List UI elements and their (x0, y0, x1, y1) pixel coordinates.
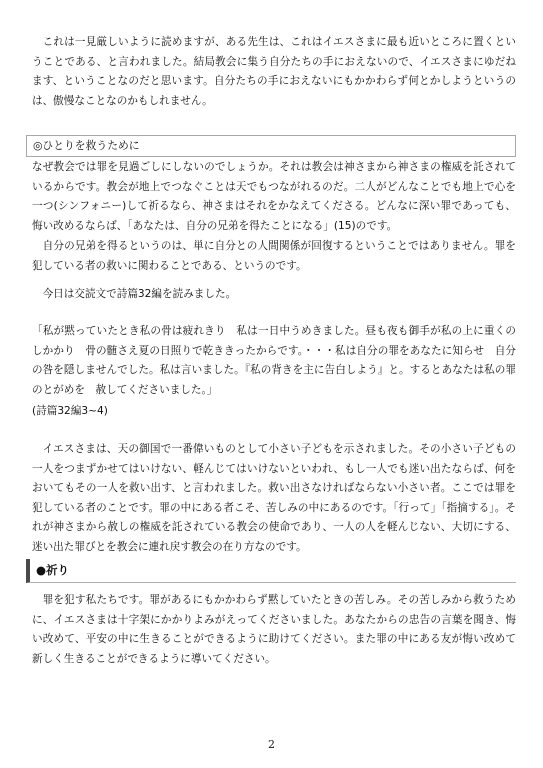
psalm-quote: 「私が黙っていたとき私の骨は疲れきり 私は一日中うめきました。昼も夜も御手が私の上に重くのしかかり 骨の髄さえ夏の日照りで乾ききったからです。・・・私は自分の罪をあなたに知らせ 自分の咎を隠しませんでした。私は言いました。『私の背きを主に告白しよう』と。するとあなたは私の罪のとがめを 赦してくださいました。」 (32, 325, 516, 396)
section-heading-saving-one: ◎ひとりを救うために (26, 135, 516, 157)
paragraph-little-ones: イエスさまは、天の御国で一番偉いものとして小さい子どもを示されました。その小さい子どもの一人をつまずかせてはいけない、軽んじてはいけないといわれ、もし一人でも迷い出たならば、何をおいてもその一人を救い出す、と言われました。救い出さなければならない小さい者。ここでは罪を犯している者のことです。罪の中にある者こそ、苦しみの中にあるのです。「行って」「指摘する」。それが神さまから赦しの権威を託されている教会の使命であり、一人の人を軽んじない、大切にする、迷い出た罪びとを教会に連れ戻す教会の在り方なのです。 (32, 443, 516, 553)
paragraph-gaining-brother: 自分の兄弟を得るというのは、単に自分との人間関係が回復するということではありません。罪を犯している者の救いに関わることである、というのです。 (32, 240, 516, 272)
page-number: 2 (268, 738, 275, 751)
prayer-heading: ●祈り (26, 559, 516, 583)
paragraph-psalm-reading: 今日は交読文で詩篇32編を読みました。 (42, 288, 237, 300)
paragraph-intro: これは一見厳しいように読めますが、ある先生は、これはイエスさまに最も近いところに置くということである、と言われました。結局教会に集う自分たちの手におえないので、イエスさまにゆだねます、ということなのだと思います。自分たちの手におえないにもかかわらず何とかしようというのは、傲慢なことなのかもしれません。 (32, 36, 516, 107)
paragraph-church-authority: なぜ教会では罪を見過ごしにしないのでしょうか。それは教会は神さまから神さまの権威を託されているからです。教会が地上でつなぐことは天でもつながれるのだ。二人がどんなことでも地上で心を一つ(シンフォニー)して祈るなら、神さまはそれをかなえてくださる。どんなに深い罪であっても、悔い改めるならば、「あなたは、自分の兄弟を得たことになる」(15)のです。 (32, 161, 516, 232)
paragraph-prayer: 罪を犯す私たちです。罪があるにもかかわらず黙していたときの苦しみ。その苦しみから救うために、イエスさまは十字架にかかりよみがえってくださいました。あなたからの忠告の言葉を聞き、悔い改めて、平安の中に生きることができるように助けてください。また罪の中にある友が悔い改めて新しく生きることができるように導いてください。 (32, 594, 516, 665)
psalm-reference: (詩篇32編3~4) (32, 405, 108, 417)
